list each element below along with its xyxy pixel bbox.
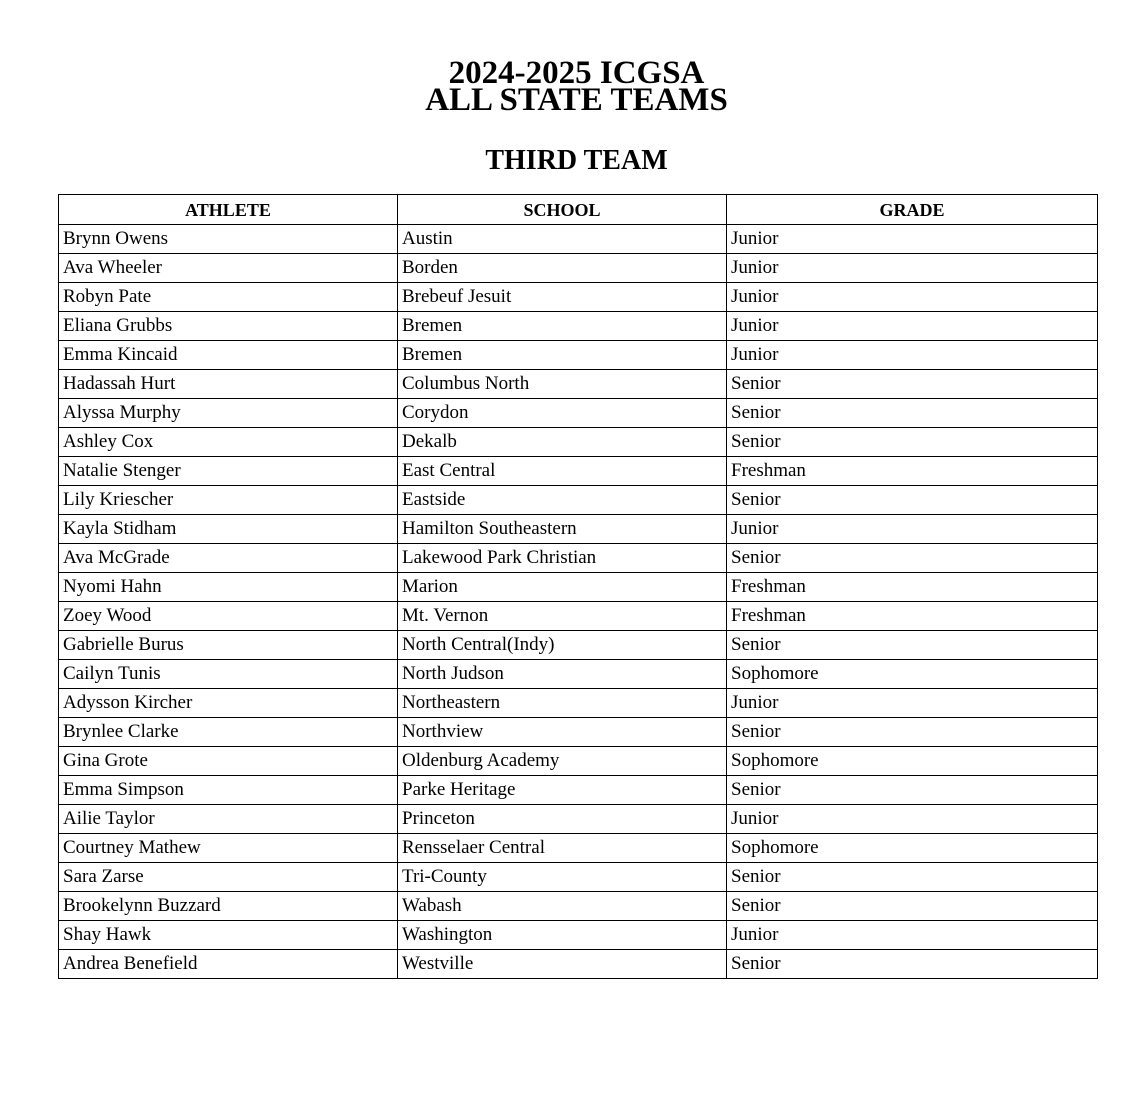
- athlete-cell: Shay Hawk: [59, 921, 398, 950]
- table-row: [59, 486, 1098, 515]
- roster-table: [58, 194, 1098, 979]
- grade-cell: Freshman: [727, 602, 1098, 631]
- school-cell: Marion: [398, 573, 727, 602]
- grade-cell: Junior: [727, 689, 1098, 718]
- school-cell: Corydon: [398, 399, 727, 428]
- table-row: [59, 254, 1098, 283]
- school-cell: Austin: [398, 225, 727, 254]
- document-title: [0, 55, 1143, 118]
- table-row: [59, 370, 1098, 399]
- grade-cell: Senior: [727, 399, 1098, 428]
- school-cell: Columbus North: [398, 370, 727, 399]
- table-row: [59, 718, 1098, 747]
- table-row: [59, 660, 1098, 689]
- athlete-cell: Kayla Stidham: [59, 515, 398, 544]
- table-row: [59, 225, 1098, 254]
- table-row: [59, 892, 1098, 921]
- athlete-cell: Brynn Owens: [59, 225, 398, 254]
- athlete-cell: Emma Kincaid: [59, 341, 398, 370]
- grade-cell: Freshman: [727, 573, 1098, 602]
- athlete-cell: Adysson Kircher: [59, 689, 398, 718]
- grade-cell: Junior: [727, 805, 1098, 834]
- table-row: [59, 602, 1098, 631]
- athlete-cell: Ailie Taylor: [59, 805, 398, 834]
- athlete-cell: Ashley Cox: [59, 428, 398, 457]
- school-cell: Bremen: [398, 312, 727, 341]
- athlete-cell: Courtney Mathew: [59, 834, 398, 863]
- school-cell: Northeastern: [398, 689, 727, 718]
- athlete-cell: Nyomi Hahn: [59, 573, 398, 602]
- school-cell: Brebeuf Jesuit: [398, 283, 727, 312]
- grade-cell: Senior: [727, 863, 1098, 892]
- school-cell: Princeton: [398, 805, 727, 834]
- table-row: [59, 921, 1098, 950]
- table-row: [59, 863, 1098, 892]
- school-cell: Dekalb: [398, 428, 727, 457]
- school-cell: Rensselaer Central: [398, 834, 727, 863]
- grade-cell: Sophomore: [727, 660, 1098, 689]
- athlete-cell: Robyn Pate: [59, 283, 398, 312]
- athlete-cell: Lily Kriescher: [59, 486, 398, 515]
- title-line-year: 2024-2025 ICGSA: [448, 55, 705, 91]
- table-row: [59, 544, 1098, 573]
- athlete-cell: Gina Grote: [59, 747, 398, 776]
- athlete-cell: Hadassah Hurt: [59, 370, 398, 399]
- table-row: [59, 341, 1098, 370]
- school-cell: North Judson: [398, 660, 727, 689]
- athlete-cell: Andrea Benefield: [59, 950, 398, 979]
- school-cell: Hamilton Southeastern: [398, 515, 727, 544]
- athlete-cell: Gabrielle Burus: [59, 631, 398, 660]
- athlete-cell: Brookelynn Buzzard: [59, 892, 398, 921]
- school-cell: Northview: [398, 718, 727, 747]
- title-line-teams: ALL STATE TEAMS: [425, 82, 728, 118]
- school-cell: Eastside: [398, 486, 727, 515]
- table-header-row: [59, 195, 1098, 225]
- column-header-grade: GRADE: [727, 195, 1098, 225]
- table-row: [59, 312, 1098, 341]
- grade-cell: Senior: [727, 428, 1098, 457]
- school-cell: Lakewood Park Christian: [398, 544, 727, 573]
- grade-cell: Senior: [727, 370, 1098, 399]
- grade-cell: Sophomore: [727, 747, 1098, 776]
- grade-cell: Senior: [727, 892, 1098, 921]
- table-row: [59, 457, 1098, 486]
- grade-cell: Junior: [727, 254, 1098, 283]
- table-row: [59, 399, 1098, 428]
- athlete-cell: Natalie Stenger: [59, 457, 398, 486]
- athlete-cell: Cailyn Tunis: [59, 660, 398, 689]
- athlete-cell: Ava McGrade: [59, 544, 398, 573]
- athlete-cell: Sara Zarse: [59, 863, 398, 892]
- grade-cell: Sophomore: [727, 834, 1098, 863]
- table-row: [59, 776, 1098, 805]
- team-heading: THIRD TEAM: [485, 145, 668, 176]
- table-row: [59, 834, 1098, 863]
- grade-cell: Senior: [727, 486, 1098, 515]
- grade-cell: Senior: [727, 776, 1098, 805]
- school-cell: Washington: [398, 921, 727, 950]
- table-row: [59, 950, 1098, 979]
- athlete-cell: Alyssa Murphy: [59, 399, 398, 428]
- grade-cell: Junior: [727, 225, 1098, 254]
- table-row: [59, 573, 1098, 602]
- athlete-cell: Brynlee Clarke: [59, 718, 398, 747]
- column-header-athlete: ATHLETE: [59, 195, 398, 225]
- grade-cell: Junior: [727, 921, 1098, 950]
- roster-body: [59, 225, 1098, 979]
- grade-cell: Junior: [727, 283, 1098, 312]
- table-row: [59, 515, 1098, 544]
- athlete-cell: Emma Simpson: [59, 776, 398, 805]
- grade-cell: Junior: [727, 341, 1098, 370]
- grade-cell: Freshman: [727, 457, 1098, 486]
- school-cell: Wabash: [398, 892, 727, 921]
- school-cell: Tri-County: [398, 863, 727, 892]
- grade-cell: Senior: [727, 631, 1098, 660]
- column-header-school: SCHOOL: [398, 195, 727, 225]
- school-cell: Westville: [398, 950, 727, 979]
- table-row: [59, 805, 1098, 834]
- athlete-cell: Ava Wheeler: [59, 254, 398, 283]
- school-cell: Mt. Vernon: [398, 602, 727, 631]
- table-row: [59, 283, 1098, 312]
- grade-cell: Senior: [727, 950, 1098, 979]
- table-row: [59, 747, 1098, 776]
- school-cell: North Central(Indy): [398, 631, 727, 660]
- grade-cell: Junior: [727, 312, 1098, 341]
- athlete-cell: Zoey Wood: [59, 602, 398, 631]
- table-row: [59, 631, 1098, 660]
- table-row: [59, 689, 1098, 718]
- school-cell: Parke Heritage: [398, 776, 727, 805]
- school-cell: East Central: [398, 457, 727, 486]
- grade-cell: Senior: [727, 544, 1098, 573]
- grade-cell: Senior: [727, 718, 1098, 747]
- school-cell: Bremen: [398, 341, 727, 370]
- athlete-cell: Eliana Grubbs: [59, 312, 398, 341]
- grade-cell: Junior: [727, 515, 1098, 544]
- school-cell: Borden: [398, 254, 727, 283]
- school-cell: Oldenburg Academy: [398, 747, 727, 776]
- table-row: [59, 428, 1098, 457]
